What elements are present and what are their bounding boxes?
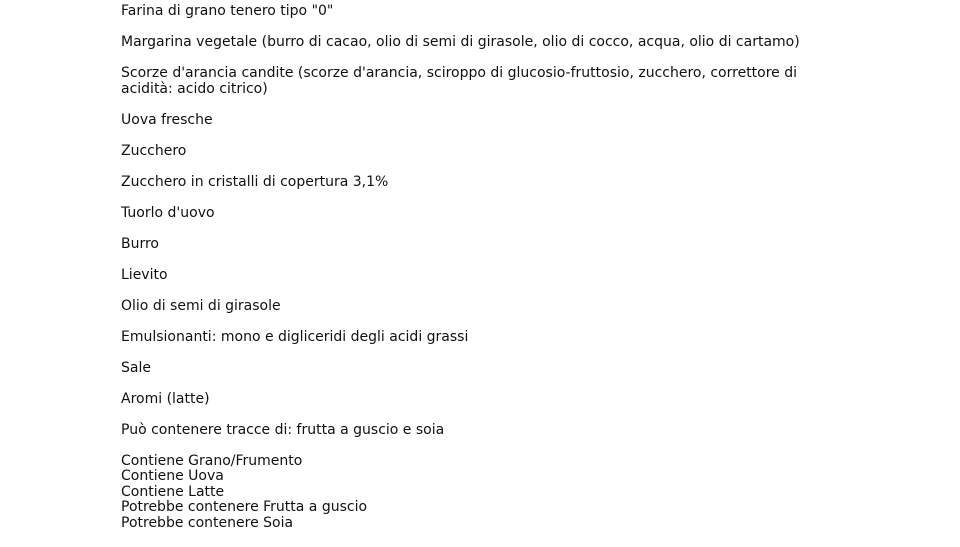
allergen-line: Potrebbe contenere Frutta a guscio — [121, 499, 368, 515]
ingredient-item — [121, 4, 851, 20]
ingredient-item — [121, 144, 851, 160]
ingredient-text: Aromi (latte) — [121, 390, 210, 407]
ingredient-text: Scorze d'arancia candite (scorze d'arancia, sciroppo di glucosio-fruttosio, zucchero, correttore di acidità: acido citrico) — [121, 65, 798, 97]
ingredient-text: Può contenere tracce di: frutta a guscio e soia — [121, 421, 445, 438]
ingredient-text: Zucchero in cristalli di copertura 3,1% — [121, 173, 389, 190]
ingredient-text: Zucchero — [121, 142, 187, 159]
allergen-line: Contiene Grano/Frumento — [121, 452, 303, 469]
ingredient-text: Margarina vegetale (burro di cacao, olio di semi di girasole, olio di cocco, acqua, olio di cartamo) — [121, 34, 800, 50]
ingredient-text: Lievito — [121, 266, 168, 283]
ingredient-text: Emulsionanti: mono e digliceridi degli acidi grassi — [121, 328, 469, 345]
ingredient-text: Burro — [121, 235, 160, 252]
allergen-line: Contiene Latte — [121, 483, 225, 500]
ingredient-item — [121, 299, 851, 315]
ingredient-item — [121, 237, 851, 253]
allergen-list — [121, 454, 851, 532]
ingredient-item — [121, 66, 851, 97]
ingredient-item — [121, 35, 851, 51]
allergen-line: Potrebbe contenere Soia — [121, 514, 294, 531]
ingredient-item — [121, 175, 851, 191]
allergen-line: Contiene Uova — [121, 468, 224, 484]
ingredient-item — [121, 206, 851, 222]
ingredient-item — [121, 113, 851, 129]
ingredient-document — [121, 4, 851, 547]
ingredient-item — [121, 330, 851, 346]
ingredient-item — [121, 268, 851, 284]
ingredient-item — [121, 392, 851, 408]
ingredient-text: Tuorlo d'uovo — [121, 204, 215, 221]
ingredient-item — [121, 361, 851, 377]
ingredient-text: Farina di grano tenero tipo "0" — [121, 3, 334, 19]
ingredient-text: Olio di semi di girasole — [121, 297, 281, 314]
ingredient-text: Uova fresche — [121, 111, 213, 128]
ingredient-text: Sale — [121, 359, 151, 376]
ingredient-item — [121, 423, 851, 439]
